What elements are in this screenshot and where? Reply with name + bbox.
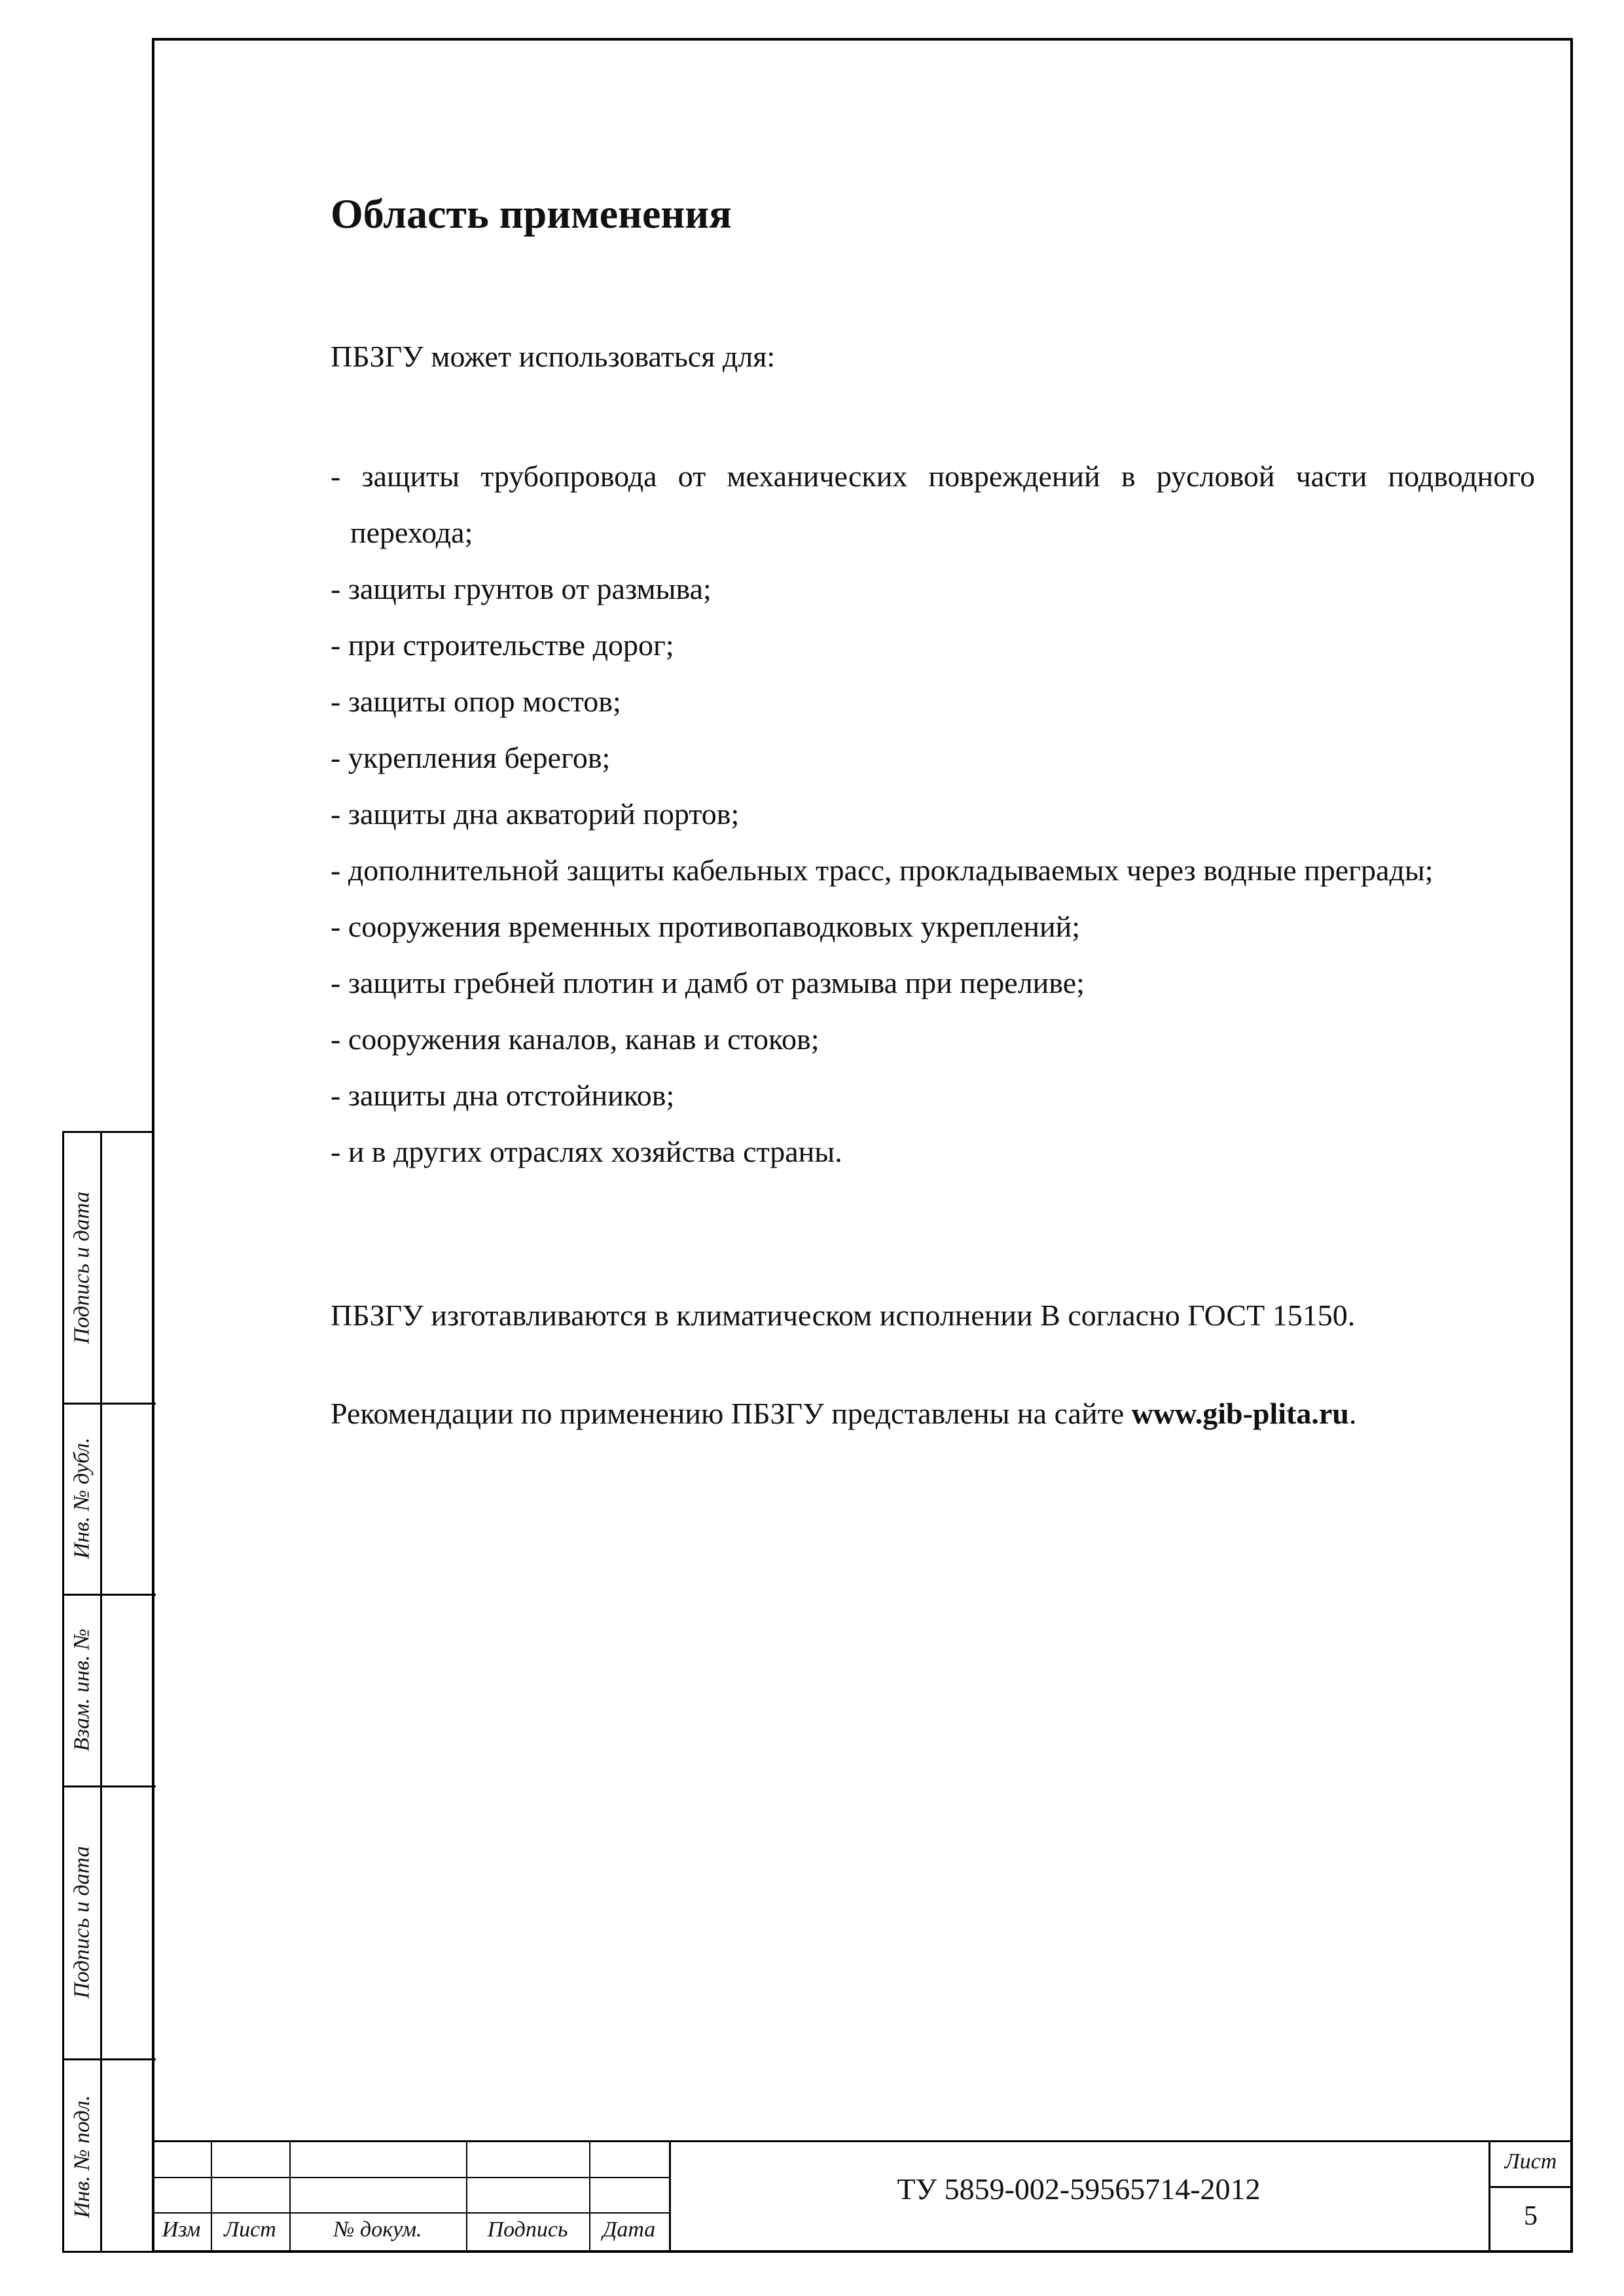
- side-label-inv-dubl: Инв. № дубл.: [69, 1437, 94, 1559]
- list-item: - и в других отраслях хозяйства страны.: [331, 1135, 842, 1168]
- list-item: - защиты трубопровода от механических повреждений в русловой части подводного перехода;: [331, 459, 1535, 549]
- list-item: - защиты грунтов от размыва;: [331, 572, 712, 605]
- list-item: - защиты дна акваторий портов;: [331, 797, 740, 831]
- list-item: - сооружения каналов, канав и стоков;: [331, 1022, 820, 1056]
- side-label-sign-date-bottom: Подпись и дата: [69, 1845, 94, 1999]
- title-block-row-line: [152, 2212, 669, 2214]
- usage-list: [331, 448, 1535, 1180]
- recommendation-paragraph: [331, 1394, 1356, 1433]
- title-block: [152, 2140, 1573, 2253]
- title-block-row-line: [152, 2177, 669, 2178]
- section-heading: Область применения: [331, 190, 732, 237]
- label-doc-no: № докум.: [333, 2217, 422, 2242]
- side-stamp: [62, 1131, 154, 2253]
- climate-paragraph: ПБЗГУ изготавливаются в климатическом исполнении В согласно ГОСТ 15150.: [331, 1299, 1356, 1332]
- list-item: - дополнительной защиты кабельных трасс, прокладываемых через водные преграды;: [331, 853, 1434, 887]
- label-signature: Подпись: [487, 2217, 568, 2242]
- list-item: - укрепления берегов;: [331, 741, 611, 774]
- label-list: Лист: [224, 2217, 276, 2242]
- side-label-vzam-inv: Взам. инв. №: [69, 1628, 94, 1751]
- sheet-row-line: [1489, 2186, 1573, 2188]
- document-designation: ТУ 5859-002-59565714-2012: [897, 2172, 1261, 2206]
- list-item: - сооружения временных противопаводковых укреплений;: [331, 910, 1080, 943]
- list-item: - при строительстве дорог;: [331, 628, 674, 662]
- recommendation-text: Рекомендации по применению ПБЗГУ представлены на сайте: [331, 1397, 1132, 1430]
- label-izm: Изм: [162, 2217, 201, 2242]
- title-block-top-line: [152, 2140, 1573, 2142]
- sheet-number: 5: [1524, 2201, 1538, 2231]
- list-item: - защиты опор мостов;: [331, 685, 621, 718]
- side-label-inv-podl: Инв. № подл.: [69, 2095, 94, 2218]
- label-date: Дата: [602, 2217, 656, 2242]
- list-item: - защиты гребней плотин и дамб от размыва при переливе;: [331, 966, 1085, 999]
- side-divider: [100, 1133, 102, 2251]
- side-label-sign-date-top: Подпись и дата: [69, 1191, 94, 1344]
- list-item: - защиты дна отстойников;: [331, 1079, 675, 1112]
- label-sheet: Лист: [1504, 2149, 1557, 2174]
- website-link[interactable]: www.gib-plita.ru: [1131, 1397, 1349, 1430]
- recommendation-end: .: [1348, 1397, 1357, 1430]
- intro-paragraph: ПБЗГУ может использоваться для:: [331, 340, 776, 373]
